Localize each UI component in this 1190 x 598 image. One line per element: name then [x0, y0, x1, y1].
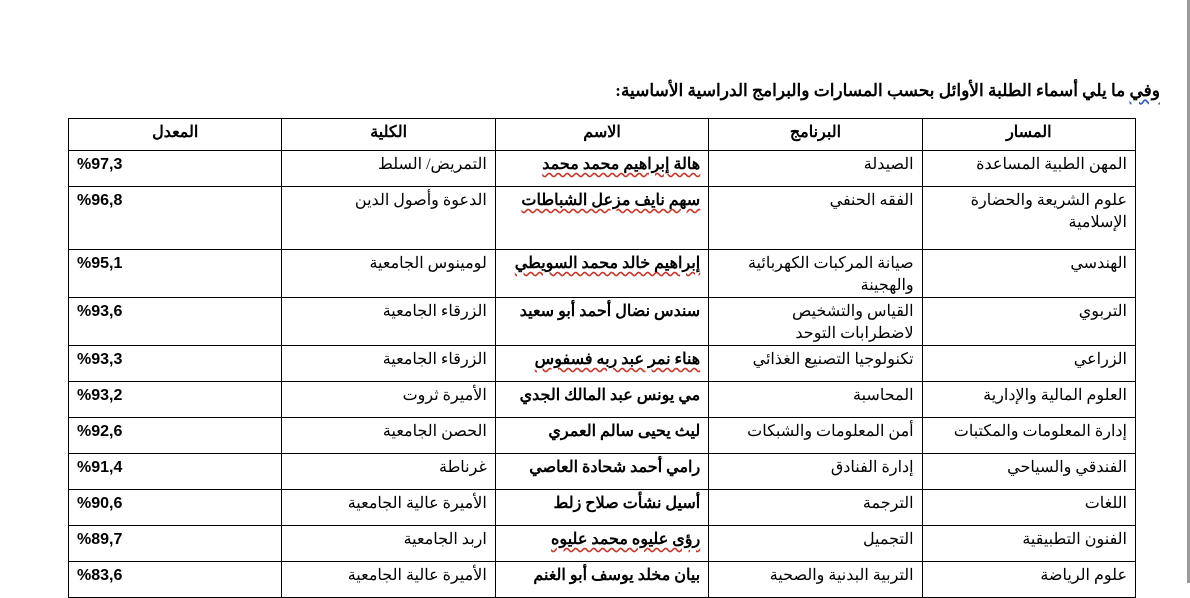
cell-college: الحصن الجامعية [282, 418, 495, 454]
cell-track: إدارة المعلومات والمكتبات [922, 418, 1135, 454]
table-row [69, 418, 1136, 454]
cell-college: الدعوة وأصول الدين [282, 187, 495, 250]
cell-program: إدارة الفنادق [709, 454, 922, 490]
cell-track: الزراعي [922, 346, 1135, 382]
table-row [69, 298, 1136, 346]
header-name: الاسم [495, 119, 708, 151]
cell-college: الزرقاء الجامعية [282, 298, 495, 346]
table-row [69, 490, 1136, 526]
cell-name: أسيل نشأت صلاح زلط [495, 490, 708, 526]
header-college: الكلية [282, 119, 495, 151]
cell-program: التجميل [709, 526, 922, 562]
cell-name [495, 526, 708, 562]
cell-college: الأميرة عالية الجامعية [282, 562, 495, 598]
cell-name [495, 346, 708, 382]
table-body [69, 151, 1136, 598]
cell-track: المهن الطبية المساعدة [922, 151, 1135, 187]
cell-average: %97,3 [69, 151, 282, 187]
heading-text: ما يلي أسماء الطلبة الأوائل بحسب المسارات والبرامج الدراسية الأساسية: [615, 81, 1130, 100]
cell-track: الهندسي [922, 250, 1135, 298]
cell-name: مي يونس عبد المالك الجدي [495, 382, 708, 418]
name-text: رؤى عليوه محمد عليوه [551, 531, 701, 548]
cell-average: %89,7 [69, 526, 282, 562]
cell-average: %93,2 [69, 382, 282, 418]
table-row [69, 346, 1136, 382]
cell-college: التمريض/ السلط [282, 151, 495, 187]
cell-average: %90,6 [69, 490, 282, 526]
cell-name [495, 187, 708, 250]
cell-name: بيان مخلد يوسف أبو الغنم [495, 562, 708, 598]
cell-program: التربية البدنية والصحية [709, 562, 922, 598]
cell-college: الزرقاء الجامعية [282, 346, 495, 382]
cell-college: اربد الجامعية [282, 526, 495, 562]
cell-program: القياس والتشخيص لاضطرابات التوحد [709, 298, 922, 346]
cell-track: العلوم المالية والإدارية [922, 382, 1135, 418]
cell-college: غرناطة [282, 454, 495, 490]
table-row [69, 382, 1136, 418]
cell-name: ليث يحيى سالم العمري [495, 418, 708, 454]
cell-average: %92,6 [69, 418, 282, 454]
name-text: هالة إبراهيم محمد محمد [542, 156, 701, 173]
table-row [69, 250, 1136, 298]
name-text: هناء نمر عبد ربه فسفوس [534, 351, 701, 368]
cell-average: %83,6 [69, 562, 282, 598]
cell-college: لومينوس الجامعية [282, 250, 495, 298]
table-row [69, 562, 1136, 598]
table-row [69, 151, 1136, 187]
intro-heading [60, 78, 1160, 104]
top-students-table [68, 118, 1136, 598]
header-track: المسار [922, 119, 1135, 151]
cell-name [495, 250, 708, 298]
cell-name [495, 151, 708, 187]
cell-program: أمن المعلومات والشبكات [709, 418, 922, 454]
heading-first-word: وفي [1129, 81, 1160, 100]
cell-program: المحاسبة [709, 382, 922, 418]
cell-track: علوم الشريعة والحضارة الإسلامية [922, 187, 1135, 250]
table-row [69, 187, 1136, 250]
cell-program: الصيدلة [709, 151, 922, 187]
name-text: إبراهيم خالد محمد السويطي [514, 255, 701, 272]
header-program: البرنامج [709, 119, 922, 151]
cell-college: الأميرة عالية الجامعية [282, 490, 495, 526]
cell-track: التربوي [922, 298, 1135, 346]
cell-name: سندس نضال أحمد أبو سعيد [495, 298, 708, 346]
cell-track: اللغات [922, 490, 1135, 526]
cell-average: %91,4 [69, 454, 282, 490]
cell-average: %93,3 [69, 346, 282, 382]
cell-average: %96,8 [69, 187, 282, 250]
table-row [69, 454, 1136, 490]
cell-program: الترجمة [709, 490, 922, 526]
cell-college: الأميرة ثروت [282, 382, 495, 418]
cell-track: الفنون التطبيقية [922, 526, 1135, 562]
cell-program: صيانة المركبات الكهربائية والهجينة [709, 250, 922, 298]
cell-track: الفندقي والسياحي [922, 454, 1135, 490]
table-row [69, 526, 1136, 562]
cell-program: تكنولوجيا التصنيع الغذائي [709, 346, 922, 382]
table-header-row [69, 119, 1136, 151]
cell-program: الفقه الحنفي [709, 187, 922, 250]
cell-track: علوم الرياضة [922, 562, 1135, 598]
name-text: سهم نايف مزعل الشباطات [521, 192, 701, 209]
header-average: المعدل [69, 119, 282, 151]
cell-average: %95,1 [69, 250, 282, 298]
cell-name: رامي أحمد شحادة العاصي [495, 454, 708, 490]
cell-average: %93,6 [69, 298, 282, 346]
